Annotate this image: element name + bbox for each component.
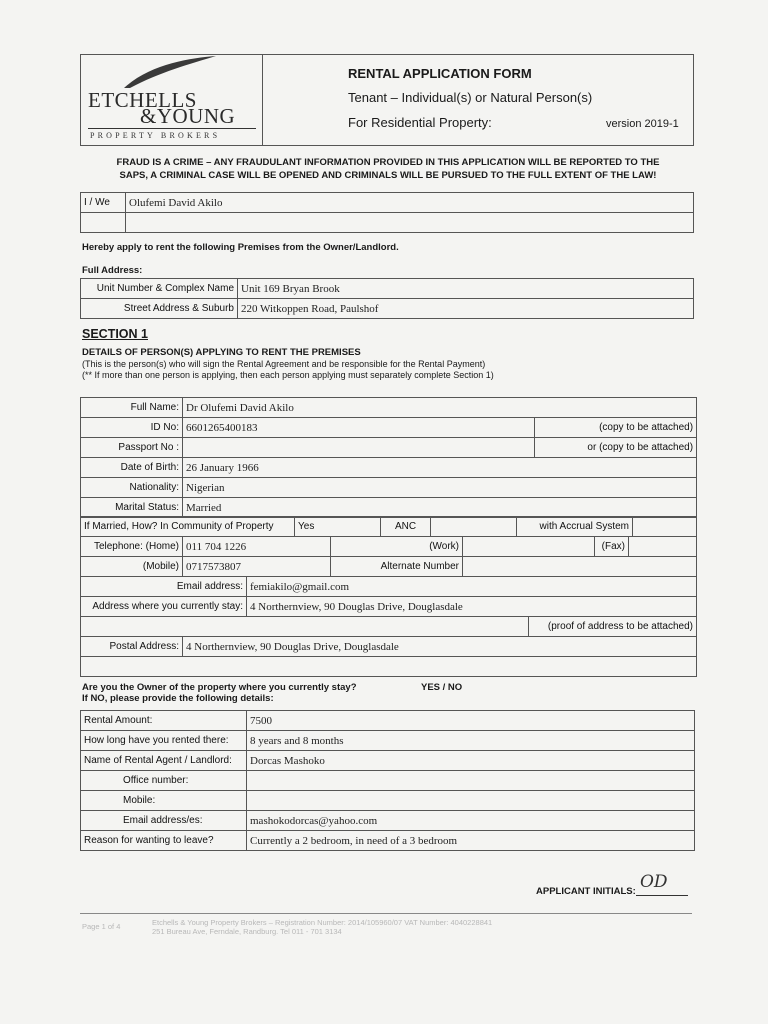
logo-text-young: &YOUNG bbox=[140, 104, 236, 128]
section-note-2: (** If more than one person is applying, then each person applying must separately complete Section 1) bbox=[82, 370, 494, 380]
passport-copy-note: or (copy to be attached) bbox=[535, 438, 697, 458]
applicant-name-field[interactable]: Olufemi David Akilo bbox=[126, 193, 694, 213]
footer-page-number: Page 1 of 4 bbox=[82, 922, 121, 931]
id-field[interactable]: 6601265400183 bbox=[183, 418, 535, 438]
marriage-table bbox=[80, 516, 697, 537]
marital-status-label: Marital Status: bbox=[81, 498, 183, 518]
rental-amount-label: Rental Amount: bbox=[81, 711, 247, 731]
office-number-label: Office number: bbox=[81, 771, 247, 791]
community-property-field[interactable]: Yes bbox=[295, 517, 381, 537]
mobile-label: (Mobile) bbox=[81, 557, 183, 577]
alternate-number-label: Alternate Number bbox=[331, 557, 463, 577]
ownership-yes-no[interactable]: YES / NO bbox=[421, 682, 463, 693]
postal-table bbox=[80, 636, 697, 677]
id-copy-note: (copy to be attached) bbox=[535, 418, 697, 438]
full-name-label: Full Name: bbox=[81, 398, 183, 418]
rental-duration-label: How long have you rented there: bbox=[81, 731, 247, 751]
form-property-type: For Residential Property: bbox=[348, 115, 492, 130]
applicant-label-blank bbox=[81, 213, 126, 233]
unit-label: Unit Number & Complex Name bbox=[81, 279, 238, 299]
postal-address-label: Postal Address: bbox=[81, 637, 183, 657]
current-address-field[interactable]: 4 Northernview, 90 Douglas Drive, Douglasdale bbox=[247, 597, 697, 617]
passport-field[interactable] bbox=[183, 438, 535, 458]
footer-line-1: Etchells & Young Property Brokers – Registration Number: 2014/105960/07 VAT Number: 4040228841 bbox=[152, 918, 493, 927]
initials-line bbox=[636, 895, 688, 896]
street-label: Street Address & Suburb bbox=[81, 299, 238, 319]
applicant-table bbox=[80, 192, 694, 233]
applicant-name-field-2[interactable] bbox=[126, 213, 694, 233]
footer-rule bbox=[80, 913, 692, 914]
agent-mobile-field[interactable] bbox=[247, 791, 695, 811]
passport-label: Passport No : bbox=[81, 438, 183, 458]
current-address-field-2[interactable] bbox=[81, 617, 529, 637]
anc-field[interactable] bbox=[431, 517, 517, 537]
street-field[interactable]: 220 Witkoppen Road, Paulshof bbox=[238, 299, 694, 319]
section-note-1: (This is the person(s) who will sign the Rental Agreement and be responsible for the Rental Payment) bbox=[82, 359, 486, 369]
id-label: ID No: bbox=[81, 418, 183, 438]
footer-line-2: 251 Bureau Ave, Ferndale, Randburg. Tel 011 - 701 3134 bbox=[152, 927, 342, 936]
agent-email-field[interactable]: mashokodorcas@yahoo.com bbox=[247, 811, 695, 831]
dob-field[interactable]: 26 January 1966 bbox=[183, 458, 697, 478]
footer-company-info bbox=[152, 918, 612, 936]
reason-label: Reason for wanting to leave? bbox=[81, 831, 247, 851]
tel-home-label: Telephone: (Home) bbox=[81, 537, 183, 557]
fraud-warning bbox=[82, 156, 694, 182]
ownership-followup: If NO, please provide the following details: bbox=[82, 693, 274, 704]
marital-status-field[interactable]: Married bbox=[183, 498, 697, 518]
ownership-question: Are you the Owner of the property where you currently stay? bbox=[82, 682, 357, 693]
postal-address-field[interactable]: 4 Northernview, 90 Douglas Drive, Douglasdale bbox=[183, 637, 697, 657]
personal-details-table bbox=[80, 397, 697, 518]
married-how-label: If Married, How? In Community of Property bbox=[81, 517, 295, 537]
contact-table bbox=[80, 576, 697, 637]
mobile-field[interactable]: 0717573807 bbox=[183, 557, 331, 577]
accrual-field[interactable] bbox=[633, 517, 697, 537]
rental-agent-label: Name of Rental Agent / Landlord: bbox=[81, 751, 247, 771]
tel-work-field[interactable] bbox=[463, 537, 595, 557]
logo-text-etchells: ETCHELLS bbox=[88, 88, 197, 112]
section-heading: DETAILS OF PERSON(S) APPLYING TO RENT THE PREMISES bbox=[82, 347, 361, 358]
fraud-warning-line2: SAPS, A CRIMINAL CASE WILL BE OPENED AND CRIMINALS WILL BE PURSUED TO THE FULL EXTENT OF THE LAW! bbox=[119, 170, 657, 181]
full-name-field[interactable]: Dr Olufemi David Akilo bbox=[183, 398, 697, 418]
dob-label: Date of Birth: bbox=[81, 458, 183, 478]
rental-agent-field[interactable]: Dorcas Mashoko bbox=[247, 751, 695, 771]
tel-work-label: (Work) bbox=[331, 537, 463, 557]
form-subtitle: Tenant – Individual(s) or Natural Person(s) bbox=[348, 90, 593, 105]
form-title: RENTAL APPLICATION FORM bbox=[348, 66, 532, 81]
telephone-table bbox=[80, 536, 697, 577]
logo-swoosh-icon bbox=[120, 54, 220, 90]
email-label: Email address: bbox=[81, 577, 247, 597]
header-divider bbox=[262, 54, 263, 145]
logo-rule bbox=[88, 128, 256, 129]
full-address-label: Full Address: bbox=[82, 265, 143, 276]
rental-details-table bbox=[80, 710, 695, 851]
postal-address-field-2[interactable] bbox=[81, 657, 697, 677]
current-address-label: Address where you currently stay: bbox=[81, 597, 247, 617]
reason-field[interactable]: Currently a 2 bedroom, in need of a 3 bedroom bbox=[247, 831, 695, 851]
unit-field[interactable]: Unit 169 Bryan Brook bbox=[238, 279, 694, 299]
proof-of-address-note: (proof of address to be attached) bbox=[529, 617, 697, 637]
logo-subline: PROPERTY BROKERS bbox=[90, 131, 221, 140]
form-version: version 2019-1 bbox=[606, 118, 679, 130]
agent-email-label: Email address/es: bbox=[81, 811, 247, 831]
agent-mobile-label: Mobile: bbox=[81, 791, 247, 811]
applicant-label: I / We bbox=[81, 193, 126, 213]
anc-label: ANC bbox=[381, 517, 431, 537]
fax-label: (Fax) bbox=[595, 537, 629, 557]
nationality-field[interactable]: Nigerian bbox=[183, 478, 697, 498]
email-field[interactable]: femiakilo@gmail.com bbox=[247, 577, 697, 597]
applicant-initials-signature[interactable]: OD bbox=[640, 872, 668, 892]
fax-field[interactable] bbox=[629, 537, 697, 557]
premises-table bbox=[80, 278, 694, 319]
nationality-label: Nationality: bbox=[81, 478, 183, 498]
office-number-field[interactable] bbox=[247, 771, 695, 791]
section-title: SECTION 1 bbox=[82, 327, 148, 341]
applicant-initials-label: APPLICANT INITIALS: bbox=[536, 886, 636, 897]
accrual-label: with Accrual System bbox=[517, 517, 633, 537]
rental-duration-field[interactable]: 8 years and 8 months bbox=[247, 731, 695, 751]
premises-intro: Hereby apply to rent the following Premises from the Owner/Landlord. bbox=[82, 242, 399, 253]
fraud-warning-line1: FRAUD IS A CRIME – ANY FRAUDULANT INFORMATION PROVIDED IN THIS APPLICATION WILL BE REPORTED TO THE bbox=[116, 157, 660, 168]
rental-amount-field[interactable]: 7500 bbox=[247, 711, 695, 731]
tel-home-field[interactable]: 011 704 1226 bbox=[183, 537, 331, 557]
alternate-number-field[interactable] bbox=[463, 557, 697, 577]
